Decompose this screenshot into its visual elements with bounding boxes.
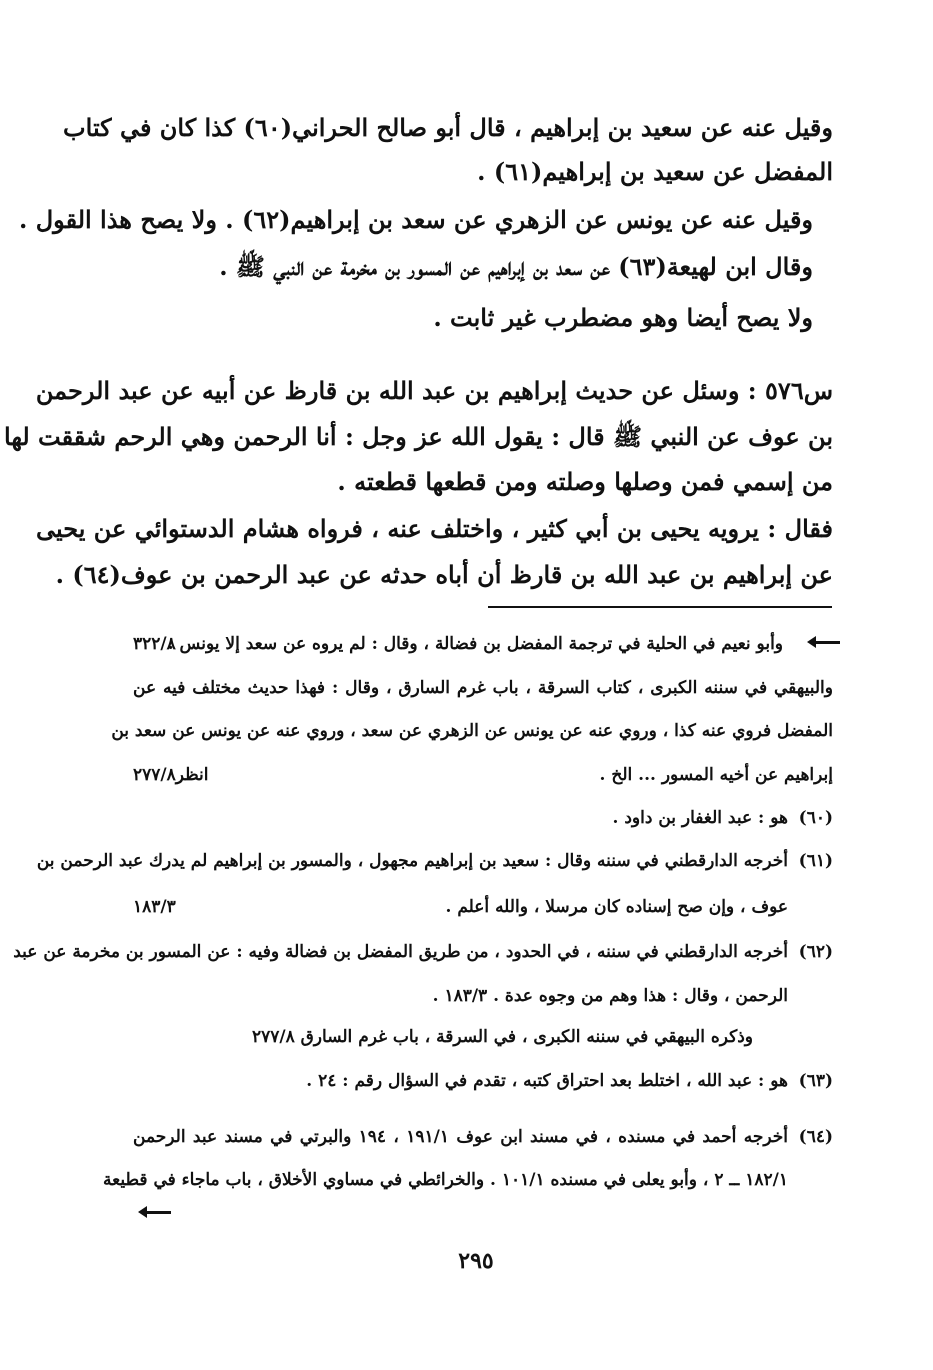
footnote-reference: انظر٢٧٧/٨ [133, 765, 209, 785]
footnote-text: أخرجه أحمد في مسنده ، في مسند ابن عوف ١٩١/١ ، ١٩٤ والبرتي في مسند عبد الرحمن [133, 1127, 788, 1147]
question-line: بن عوف عن النبي ﷺ قال : يقول الله عز وجل : أنا الرحمن وهي الرحم شققت لها [4, 422, 833, 451]
main-text-line: ولا يصح أيضا وهو مضطرب غير ثابت . [433, 303, 813, 332]
answer-line: عن إبراهيم بن عبد الله بن قارظ أن أباه حدثه عن عبد الرحمن بن عوف(٦٤) . [55, 560, 833, 589]
footnote-number: (٦٤) [798, 1127, 833, 1147]
footnote-text: ١٨٢/١ ــ ٢ ، وأبو يعلى في مسنده ١٠١/١ . والخرائطي في مساوي الأخلاق ، باب ماجاء في قطيعة [103, 1170, 788, 1190]
footnote-text: أخرجه الدارقطني في سننه ، في الحدود ، من طريق المفضل بن فضالة وفيه : عن المسور بن مخرمة عن عبد [13, 942, 788, 962]
question-line [35, 376, 833, 406]
footnote-text: أخرجه الدارقطني في سننه وقال : سعيد بن إبراهيم مجهول ، والمسور بن إبراهيم لم يدرك عبد الرحمن بن [36, 851, 788, 871]
footnote-text: هو : عبد الغفار بن داود . [612, 808, 788, 828]
question-line: من إسمي فمن وصلها وصلته ومن قطعها قطعته . [337, 467, 833, 496]
footnote-number: (٦١) [798, 851, 833, 871]
footnote-line: وأبو نعيم في الحلية في ترجمة المفضل بن فضالة ، وقال : لم يروه عن سعد إلا يونس . [167, 634, 783, 654]
footnote-text: هو : عبد الله ، اختلط بعد احتراق كتبه ، تقدم في السؤال رقم : ٢٤ . [306, 1071, 788, 1091]
answer-line: فقال : يرويه يحيى بن أبي كثير ، واختلف عنه ، فرواه هشام الدستوائي عن يحيى [35, 514, 833, 543]
footnote-number: (٦٠) [798, 808, 833, 828]
footnote-reference: ٣٢٢/٨ [133, 634, 176, 654]
footnote-line: إبراهيم عن أخيه المسور ... الخ . [599, 765, 833, 785]
footnote-line: والبيهقي في سننه الكبرى ، كتاب السرقة ، باب غرم السارق ، وقال : فهذا حديث مختلف فيه عن [133, 678, 833, 698]
arrow-left-icon [145, 1211, 171, 1214]
footnote-number: (٦٢) [798, 942, 833, 962]
main-text-line: وقال ابن لهيعة(٦٣) عن سعد بن إبراهيم عن المسور بن مخرمة عن النبي ﷺ . [219, 252, 813, 281]
arrow-left-icon [814, 641, 840, 644]
page-number: ٢٩٥ [458, 1248, 494, 1274]
main-text-line: وقيل عنه عن يونس عن الزهري عن سعد بن إبراهيم(٦٢) . ولا يصح هذا القول . [19, 205, 813, 234]
footnote-number: (٦٣) [798, 1071, 833, 1091]
footnote-text: وذكره البيهقي في سننه الكبرى ، في السرقة ، باب غرم السارق ٢٧٧/٨ [251, 1027, 753, 1047]
question-number: س٥٧٦ [765, 376, 833, 405]
question-text: : وسئل عن حديث إبراهيم بن عبد الله بن قارظ عن أبيه عن عبد الرحمن [35, 376, 757, 405]
footnote-text: الرحمن ، وقال : هذا وهم من وجوه عدة . ١٨٣/٣ . [432, 986, 788, 1006]
footnote-reference: ١٨٣/٣ [133, 897, 176, 917]
footnote-text: عوف ، وإن صح إسناده كان مرسلا ، والله أعلم . [445, 897, 788, 917]
footnote-line: المفضل فروي عنه كذا ، وروي عنه عن يونس عن الزهري عن سعد ، وروي عنه عن يونس عن سعد بن [111, 721, 833, 741]
main-text-line: وقيل عنه عن سعيد بن إبراهيم ، قال أبو صالح الحراني(٦٠) كذا كان في كتاب [63, 113, 833, 142]
main-text-line: المفضل عن سعيد بن إبراهيم(٦١) . [477, 157, 833, 186]
footnote-divider [488, 606, 832, 608]
